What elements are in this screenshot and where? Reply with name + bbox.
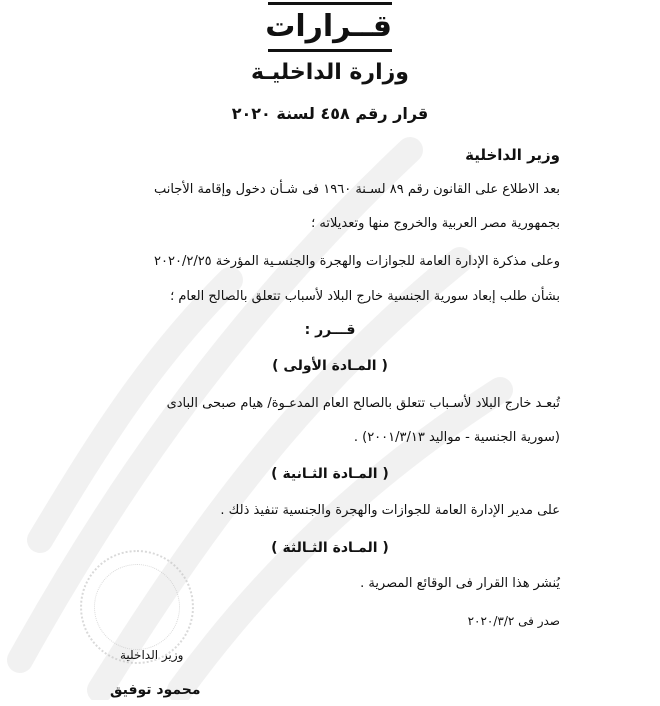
article-2-line-1: على مدير الإدارة العامة للجوازات والهجرة والجنسية تنفيذ ذلك .: [220, 503, 560, 518]
article-1-title: ( المـادة الأولى ): [272, 358, 388, 374]
signature-title: وزير الداخلية: [120, 648, 184, 662]
ministry-name: وزارة الداخليـة: [251, 60, 409, 85]
article-2-title: ( المـادة الثـانية ): [271, 466, 389, 482]
preamble-line-3: وعلى مذكرة الإدارة العامة للجوازات والهجرة والجنسـية المؤرخة ٢٠٢٠/٢/٢٥: [154, 254, 560, 269]
article-3-title: ( المـادة الثـالثة ): [271, 540, 389, 556]
decided-heading: قـــرر :: [304, 322, 356, 338]
preamble-line-2: بجمهورية مصر العربية والخروج منها وتعديلاته ؛: [311, 216, 560, 231]
minister-heading: وزير الداخلية: [465, 146, 560, 164]
decision-number: قرار رقم ٤٥٨ لسنة ٢٠٢٠: [231, 104, 429, 123]
article-3-line-1: يُنشر هذا القرار فى الوقائع المصرية .: [360, 576, 560, 591]
signature-name: محمود توفيق: [110, 682, 201, 698]
preamble-line-1: بعد الاطلاع على القانون رقم ٨٩ لسـنة ١٩٦٠ فى شـأن دخول وإقامة الأجانب: [153, 182, 560, 197]
preamble-line-4: بشأن طلب إبعاد سورية الجنسية خارج البلاد لأسباب تتعلق بالصالح العام ؛: [170, 289, 560, 304]
article-1-line-2: (سورية الجنسية - مواليد ٢٠٠١/٣/١٣) .: [353, 430, 560, 445]
official-seal: [80, 550, 194, 664]
document-title: قــرارات: [268, 2, 392, 52]
issue-date: صدر فى ٢٠٢٠/٣/٢: [467, 614, 560, 628]
article-1-line-1: تُبعـد خارج البلاد لأسـباب تتعلق بالصالح العام المدعـوة/ هيام صبحى البادى: [166, 396, 560, 411]
